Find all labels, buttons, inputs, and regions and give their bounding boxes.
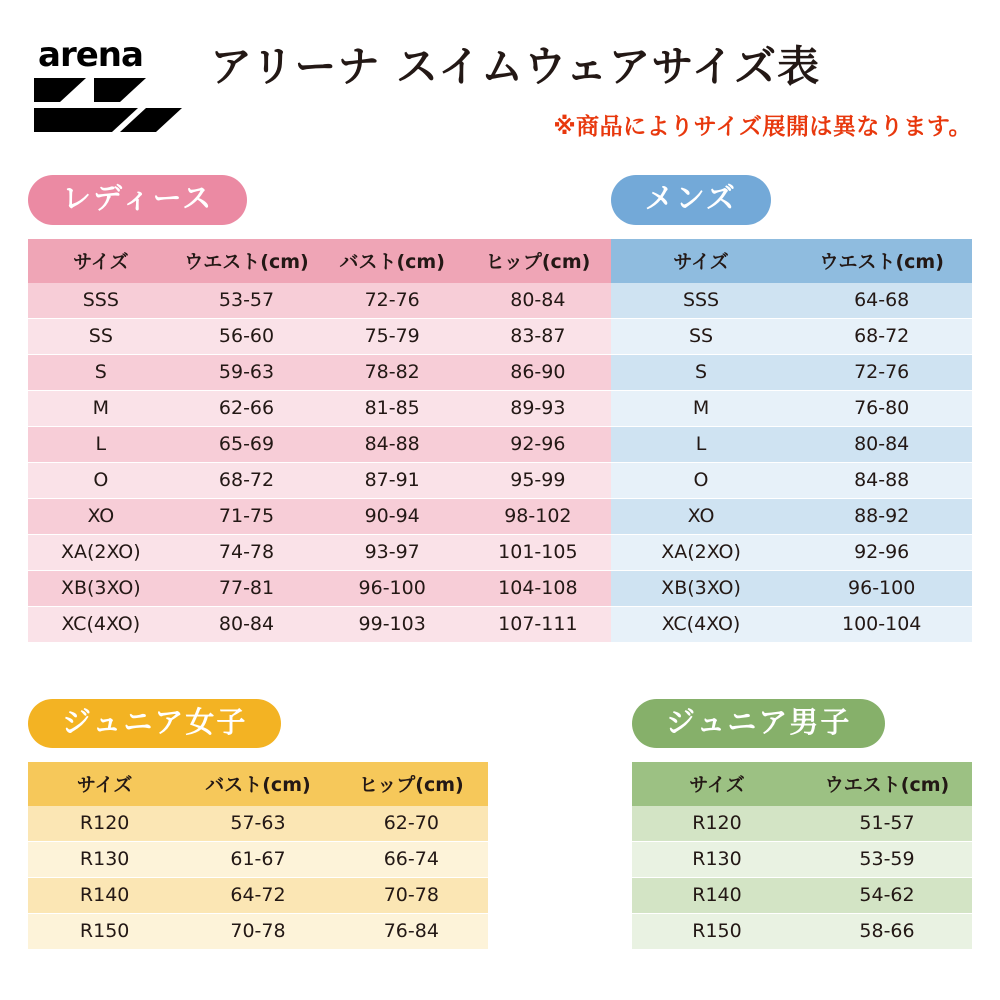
cell-hip: 70-78 [335,877,488,913]
cell-bust: 81-85 [319,390,465,426]
cell-size: XC(4XO) [611,606,792,642]
table-row [28,498,611,534]
tables-row-junior [0,699,1000,950]
cell-waist: 84-88 [791,462,972,498]
cell-hip: 101-105 [465,534,611,570]
cell-hip: 62-70 [335,806,488,842]
table-row [632,913,972,949]
cell-size: R130 [632,841,802,877]
section-label-mens: メンズ [611,175,771,224]
cell-waist: 65-69 [174,426,320,462]
column-header: ウエスト(cm) [174,239,320,283]
cell-size: R120 [632,806,802,842]
cell-waist: 77-81 [174,570,320,606]
cell-size: XB(3XO) [28,570,174,606]
table-row [28,606,611,642]
column-header: サイズ [28,762,181,806]
cell-size: SSS [611,283,792,319]
cell-size: XC(4XO) [28,606,174,642]
arena-chevrons-logo-icon [34,76,182,134]
cell-bust: 84-88 [319,426,465,462]
tables-row-adult [0,175,1000,642]
cell-bust: 90-94 [319,498,465,534]
page-header [0,0,1000,141]
table-row [611,354,972,390]
table-ladies [28,239,611,643]
cell-hip: 98-102 [465,498,611,534]
cell-size: R150 [632,913,802,949]
cell-bust: 96-100 [319,570,465,606]
table-row [611,534,972,570]
table-row [28,877,488,913]
table-row [611,318,972,354]
cell-size: XO [611,498,792,534]
cell-waist: 96-100 [791,570,972,606]
cell-hip: 66-74 [335,841,488,877]
cell-size: M [611,390,792,426]
table-row [632,806,972,842]
cell-size: SS [28,318,174,354]
column-header: ウエスト(cm) [802,762,972,806]
table-row [28,806,488,842]
table-row [611,462,972,498]
cell-waist: 92-96 [791,534,972,570]
cell-waist: 53-59 [802,841,972,877]
cell-waist: 71-75 [174,498,320,534]
table-row [611,606,972,642]
cell-hip: 89-93 [465,390,611,426]
column-header: ウエスト(cm) [791,239,972,283]
cell-bust: 72-76 [319,283,465,319]
table-header-row [28,239,611,283]
table-header-row [632,762,972,806]
cell-hip: 92-96 [465,426,611,462]
cell-hip: 76-84 [335,913,488,949]
cell-bust: 70-78 [181,913,334,949]
cell-size: R140 [28,877,181,913]
cell-size: R120 [28,806,181,842]
cell-hip: 95-99 [465,462,611,498]
cell-waist: 59-63 [174,354,320,390]
cell-hip: 104-108 [465,570,611,606]
cell-size: S [28,354,174,390]
arena-logo [34,35,184,134]
cell-waist: 80-84 [174,606,320,642]
table-header-row [611,239,972,283]
cell-size: O [28,462,174,498]
cell-bust: 75-79 [319,318,465,354]
section-label-junior-boys: ジュニア男子 [632,699,885,748]
cell-waist: 100-104 [791,606,972,642]
table-row [611,426,972,462]
table-row [28,570,611,606]
size-note: ※商品によりサイズ展開は異なります。 [553,114,972,141]
cell-size: O [611,462,792,498]
cell-size: L [28,426,174,462]
cell-waist: 80-84 [791,426,972,462]
table-row [28,426,611,462]
cell-size: XB(3XO) [611,570,792,606]
table-mens [611,239,972,643]
cell-hip: 83-87 [465,318,611,354]
cell-size: L [611,426,792,462]
cell-size: R130 [28,841,181,877]
table-row [28,534,611,570]
cell-waist: 72-76 [791,354,972,390]
section-junior-boys [632,699,972,950]
cell-bust: 61-67 [181,841,334,877]
cell-size: M [28,390,174,426]
table-row [28,390,611,426]
cell-waist: 54-62 [802,877,972,913]
column-header: サイズ [611,239,792,283]
cell-hip: 86-90 [465,354,611,390]
table-row [28,462,611,498]
cell-waist: 64-68 [791,283,972,319]
cell-waist: 74-78 [174,534,320,570]
column-header: サイズ [28,239,174,283]
cell-waist: 51-57 [802,806,972,842]
cell-bust: 57-63 [181,806,334,842]
column-header: サイズ [632,762,802,806]
column-header: ヒップ(cm) [465,239,611,283]
cell-bust: 93-97 [319,534,465,570]
cell-waist: 88-92 [791,498,972,534]
cell-bust: 64-72 [181,877,334,913]
column-header: バスト(cm) [181,762,334,806]
cell-size: XO [28,498,174,534]
table-row [28,841,488,877]
section-mens [611,175,972,642]
table-junior-girls [28,762,488,950]
cell-waist: 76-80 [791,390,972,426]
cell-waist: 62-66 [174,390,320,426]
cell-bust: 99-103 [319,606,465,642]
table-row [28,913,488,949]
table-row [611,498,972,534]
cell-size: R140 [632,877,802,913]
cell-waist: 58-66 [802,913,972,949]
table-row [28,283,611,319]
cell-size: XA(2XO) [28,534,174,570]
table-header-row [28,762,488,806]
cell-hip: 107-111 [465,606,611,642]
cell-bust: 87-91 [319,462,465,498]
cell-size: R150 [28,913,181,949]
logo-wordmark: arena [38,35,143,75]
cell-bust: 78-82 [319,354,465,390]
cell-size: XA(2XO) [611,534,792,570]
header-text-block [184,34,980,141]
column-header: バスト(cm) [319,239,465,283]
table-row [611,570,972,606]
section-junior-girls [28,699,488,950]
table-row [611,283,972,319]
cell-size: SSS [28,283,174,319]
cell-size: SS [611,318,792,354]
cell-hip: 80-84 [465,283,611,319]
cell-waist: 56-60 [174,318,320,354]
column-header: ヒップ(cm) [335,762,488,806]
cell-waist: 68-72 [791,318,972,354]
table-row [611,390,972,426]
page-title: アリーナ スイムウェアサイズ表 [210,42,821,91]
section-label-ladies: レディース [28,175,247,224]
cell-waist: 68-72 [174,462,320,498]
table-row [28,318,611,354]
cell-size: S [611,354,792,390]
cell-waist: 53-57 [174,283,320,319]
table-row [632,841,972,877]
section-ladies [28,175,611,642]
section-label-junior-girls: ジュニア女子 [28,699,281,748]
table-junior-boys [632,762,972,950]
table-row [632,877,972,913]
table-row [28,354,611,390]
